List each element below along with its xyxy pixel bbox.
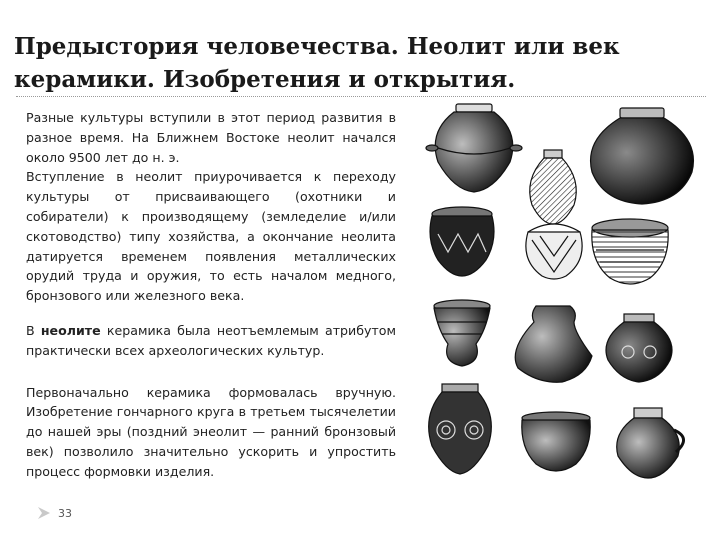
paragraph-3 xyxy=(26,321,396,361)
spacer xyxy=(26,306,396,321)
vessel-3 xyxy=(591,108,694,204)
slide-title xyxy=(14,30,704,96)
paragraph-4: Первоначально керамика формовалась вручную. Изобретение гончарного круга в третьем тысячелетии до нашей эры (поздний энеолит — ранний бронзовый век) позволило значительно ускорить и упростить процесс формовки изделия. xyxy=(26,384,396,479)
vessel-12 xyxy=(617,408,684,478)
vessel-6 xyxy=(592,219,668,284)
title-divider xyxy=(16,96,706,97)
vessel-8 xyxy=(515,306,592,382)
vessel-5 xyxy=(526,224,582,279)
vessel-4 xyxy=(430,207,494,276)
slide-footer xyxy=(36,505,72,521)
vessel-11 xyxy=(522,412,590,471)
arrow-icon xyxy=(36,505,52,521)
page-number: 33 xyxy=(58,506,72,520)
paragraph-1: Разные культуры вступили в этот период развития в разное время. На Ближнем Востоке неолит начался около 9500 лет до н. э. xyxy=(26,110,396,165)
vessel-7 xyxy=(434,300,490,366)
spacer xyxy=(26,361,396,383)
paragraph-3-post: керамика была неотъемлемым атрибутом практически всех археологических культур. xyxy=(26,322,396,358)
title-line-1: Предыстория человечества. Неолит или век xyxy=(14,33,620,60)
pottery-illustration xyxy=(424,100,716,492)
vessel-2 xyxy=(530,150,577,224)
body-text xyxy=(26,108,396,482)
paragraph-3-bold: неолите xyxy=(40,322,101,338)
vessel-1 xyxy=(426,104,522,192)
title-line-2: керамики. Изобретения и открытия. xyxy=(14,66,516,93)
paragraph-3-pre: В xyxy=(26,322,41,338)
vessel-10 xyxy=(429,384,492,474)
paragraph-2: Вступление в неолит приурочивается к переходу культуры от присваивающего (охотники и собиратели) к производящему (земледелие и/или скотоводство) типу хозяйства, а окончание неолита датируется временем появления металлических орудий труда и оружия, то есть началом медного, бронзового или железного века. xyxy=(26,169,396,304)
vessel-9 xyxy=(606,314,672,382)
